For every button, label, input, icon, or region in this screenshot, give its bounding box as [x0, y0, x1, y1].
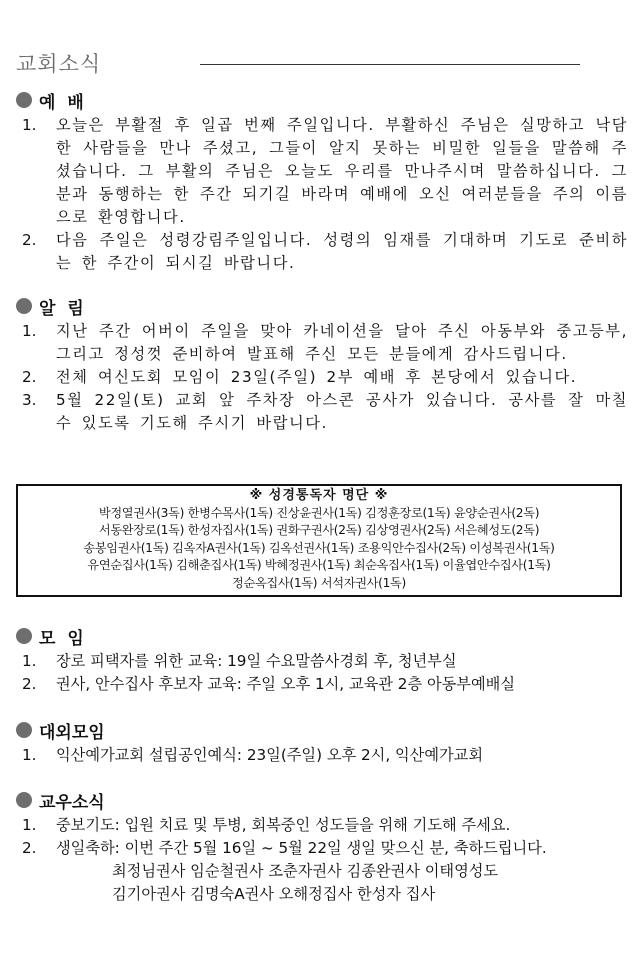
item-text: 생일축하: 이번 주간 5월 16일 ~ 5월 22일 생일 맞으신 분, 축하드립니다.	[56, 839, 547, 857]
item-number: 1.	[22, 746, 37, 764]
item-number: 1.	[22, 322, 37, 340]
item-text: 다음 주일은 성령강림주일입니다. 성령의 임재를 기대하며 기도로 준비하는 한 주간이 되시길 바랍니다.	[56, 231, 628, 272]
notices-heading-text: 알 림	[39, 298, 87, 319]
bullet-icon	[16, 298, 32, 314]
item-number: 3.	[22, 391, 37, 409]
worship-heading-text: 예 배	[39, 92, 87, 113]
reader-line: 유연순집사(1독) 김해춘집사(1독) 박혜정권사(1독) 최순옥집사(1독) 이율엽안수집사(1독)	[87, 558, 551, 572]
item-text: 익산예가교회 설립공인예식: 23일(주일) 오후 2시, 익산예가교회	[56, 746, 484, 764]
members-heading-text: 교우소식	[39, 792, 105, 813]
item-number: 1.	[22, 116, 37, 134]
members-section	[16, 788, 628, 906]
item-text: 장로 피택자를 위한 교육: 19일 수요말씀사경회 후, 청년부실	[56, 652, 457, 670]
members-heading	[16, 788, 628, 812]
notices-heading	[16, 294, 628, 318]
notices-section	[16, 294, 628, 435]
list-item	[16, 320, 628, 366]
external-heading-text: 대외모임	[39, 722, 105, 743]
item-number: 2.	[22, 368, 37, 386]
list-item	[16, 744, 628, 767]
worship-section	[16, 88, 628, 275]
bible-readers-title: ※ 성경통독자 명단 ※	[249, 488, 389, 503]
item-text: 오늘은 부활절 후 일곱 번째 주일입니다. 부활하신 주님은 실망하고 낙담한 사람들을 만나 주셨고, 그들이 알지 못하는 비밀한 일들을 말씀해 주셨습니다. 그 부활의 주님은 오늘도 우리를 만나주시며 말씀하십니다. 그분과 동행하는 한 주간 되기길 바라며 예배에 오신 여러분들을 주의 이름으로 환영합니다.	[56, 116, 628, 226]
reader-line: 서동완장로(1독) 한성자집사(1독) 권화구권사(2독) 김상영권사(2독) 서은혜성도(2독)	[98, 523, 540, 537]
item-number: 1.	[22, 652, 37, 670]
list-item	[16, 650, 628, 673]
item-number: 2.	[22, 231, 37, 249]
bullet-icon	[16, 792, 32, 808]
item-number: 2.	[22, 839, 37, 857]
reader-line: 송봉임권사(1독) 김옥자A권사(1독) 김옥선권사(1독) 조용익안수집사(2독) 이성복권사(1독)	[83, 540, 555, 555]
list-item	[16, 837, 628, 860]
worship-heading	[16, 88, 628, 112]
item-text: 권사, 안수집사 후보자 교육: 주일 오후 1시, 교육관 2층 아동부예배실	[56, 675, 515, 693]
item-text: 전체 여신도회 모임이 23일(주일) 2부 예배 후 본당에서 있습니다.	[56, 368, 578, 386]
list-item	[16, 114, 628, 229]
item-text: 5월 22일(토) 교회 앞 주차장 아스콘 공사가 있습니다. 공사를 잘 마칠 수 있도록 기도해 주시기 바랍니다.	[56, 391, 628, 432]
item-text: 지난 주간 어버이 주일을 맞아 카네이션을 달아 주신 아동부와 중고등부, 그리고 정성껏 준비하여 발표해 주신 모든 분들에게 감사드립니다.	[56, 322, 628, 363]
external-section	[16, 718, 628, 767]
item-number: 2.	[22, 675, 37, 693]
bullet-icon	[16, 92, 32, 108]
bible-readers-box	[16, 484, 622, 597]
list-item	[16, 389, 628, 435]
bullet-icon	[16, 628, 32, 644]
list-item	[16, 673, 628, 696]
page-title: 교회소식	[16, 52, 102, 76]
reader-line: 정순옥집사(1독) 서석자권사(1독)	[232, 575, 406, 590]
meetings-heading	[16, 624, 628, 648]
list-item	[16, 814, 628, 837]
reader-line: 박정열권사(3독) 한병수목사(1독) 진상윤권사(1독) 김정훈장로(1독) 윤양순권사(2독)	[98, 505, 540, 520]
birthday-names: 최정님권사 임순철권사 조춘자권사 김종완권사 이태영성도	[112, 862, 499, 880]
external-heading	[16, 718, 628, 742]
list-item	[16, 366, 628, 389]
meetings-section	[16, 624, 628, 696]
item-number: 1.	[22, 816, 37, 834]
item-text: 중보기도: 입원 치료 및 투병, 회복중인 성도들을 위해 기도해 주세요.	[56, 816, 511, 834]
meetings-heading-text: 모 임	[39, 628, 87, 649]
bullet-icon	[16, 722, 32, 738]
title-divider	[200, 64, 580, 65]
list-item	[16, 229, 628, 275]
birthday-names: 김기아권사 김명숙A권사 오해정집사 한성자 집사	[112, 885, 436, 903]
